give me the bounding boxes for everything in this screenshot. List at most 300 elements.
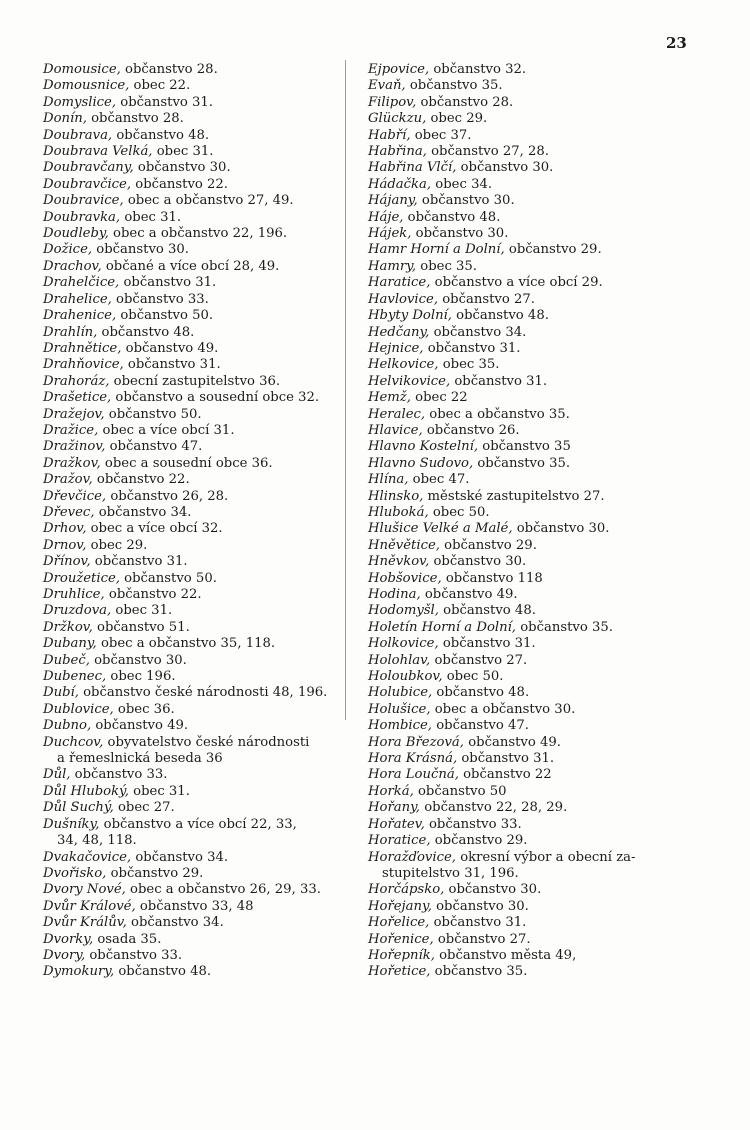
entry-place-name: Doudleby,	[43, 226, 109, 242]
entry-place-name: Hájany,	[368, 193, 418, 209]
entry-details: občanstvo 47.	[432, 718, 529, 734]
entry-place-name: Dřínov,	[43, 554, 91, 570]
entry-details: obec 50.	[428, 504, 490, 520]
page-number: 23	[666, 34, 687, 52]
index-entry	[43, 275, 348, 291]
entry-details: občanstvo 49.	[121, 340, 219, 356]
entry-details: občanstvo 30.	[92, 242, 189, 258]
index-entry	[368, 407, 698, 423]
entry-details: obec 35.	[438, 357, 500, 373]
entry-details: obec 31.	[120, 209, 182, 225]
entry-details: občanstvo a sousední obce 32.	[111, 390, 320, 406]
entry-details: občanstvo 34.	[94, 504, 192, 520]
entry-place-name: Doubrava Velká,	[43, 144, 153, 160]
entry-place-name: Dubeč,	[43, 652, 90, 668]
entry-place-name: Holoubkov,	[368, 669, 443, 685]
entry-place-name: Hamr Horní a Dolní,	[368, 242, 505, 258]
entry-place-name: Heralec,	[368, 406, 426, 422]
index-entry	[368, 538, 698, 554]
entry-place-name: Drnov,	[43, 537, 87, 553]
index-entry	[368, 128, 698, 144]
index-entry	[43, 964, 348, 980]
index-entry	[368, 882, 698, 898]
entry-details: občanstvo 22.	[92, 472, 190, 488]
entry-details: občanstvo 30.	[512, 521, 610, 537]
entry-place-name: Dvůr Králův,	[43, 915, 127, 931]
entry-place-name: Dubenec,	[43, 669, 107, 685]
entry-place-name: Donín,	[43, 111, 87, 127]
index-entry	[368, 292, 698, 308]
entry-details: občanstvo 26, 28.	[106, 488, 229, 504]
entry-place-name: Hora Loučná,	[368, 767, 459, 783]
entry-place-name: Dvorky,	[43, 931, 94, 947]
entry-place-name: Hněvkov,	[368, 554, 430, 570]
entry-details: občanstvo 32.	[429, 62, 527, 77]
entry-place-name: Dřevčice,	[43, 488, 107, 504]
entry-details: občanstvo 33, 48	[135, 898, 254, 914]
entry-details: občanstvo města 49,	[434, 947, 577, 963]
entry-details: občanstvo 31.	[457, 751, 555, 767]
index-entry	[43, 653, 348, 669]
entry-place-name: Hořejany,	[368, 898, 432, 914]
index-entry	[368, 620, 698, 636]
entry-place-name: Doubravčice,	[43, 176, 132, 192]
entry-details: obec 29.	[426, 111, 488, 127]
entry-details: občanstvo 33.	[85, 947, 183, 963]
entry-details: občanstvo 48.	[403, 209, 501, 225]
index-entry	[43, 160, 348, 176]
entry-place-name: Hlinsko,	[368, 488, 424, 504]
entry-place-name: Havlovice,	[368, 291, 439, 307]
index-entry	[43, 915, 348, 931]
entry-details: obec a občanstvo 26, 29, 33.	[125, 882, 321, 898]
entry-continuation: a řemeslnická beseda 36	[57, 751, 223, 767]
entry-details: občanstvo 35	[478, 439, 571, 455]
entry-details: občané a více obcí 28, 49.	[101, 258, 280, 274]
entry-place-name: Ejpovice,	[368, 62, 430, 77]
index-entry	[368, 718, 698, 734]
entry-place-name: Dušníky,	[43, 816, 100, 832]
index-entry	[43, 407, 348, 423]
entry-place-name: Hořetice,	[368, 964, 431, 980]
entry-details: obec 37.	[410, 127, 472, 143]
entry-details: obec a občanstvo 35.	[425, 406, 570, 422]
index-entry	[368, 669, 698, 685]
index-entry	[368, 456, 698, 472]
entry-place-name: Drašetice,	[43, 390, 112, 406]
index-entry	[368, 603, 698, 619]
entry-details: obyvatelstvo české národnosti	[103, 734, 310, 750]
entry-details: občanstvo 48.	[112, 127, 210, 143]
entry-place-name: Hlušice Velké a Malé,	[368, 521, 513, 537]
index-entry	[368, 767, 698, 783]
entry-place-name: Drahelice,	[43, 291, 112, 307]
right-index-column	[368, 62, 698, 981]
index-entry	[43, 95, 348, 111]
entry-place-name: Drachov,	[43, 258, 102, 274]
entry-place-name: Helvikovice,	[368, 373, 451, 389]
entry-details: občanstvo 48.	[438, 603, 536, 619]
entry-details: osada 35.	[93, 931, 162, 947]
index-entry	[43, 702, 348, 718]
entry-details: občanstvo 50	[413, 783, 507, 799]
entry-details: občanstvo 29.	[439, 537, 537, 553]
entry-place-name: Holubice,	[368, 685, 433, 701]
entry-place-name: Dymokury,	[43, 964, 115, 980]
entry-continuation: 34, 48, 118.	[57, 833, 137, 849]
entry-place-name: Dvory,	[43, 947, 86, 963]
entry-details: obec 196.	[106, 669, 176, 685]
index-entry	[368, 521, 698, 537]
entry-details: občanstvo 30.	[133, 160, 231, 176]
entry-details: občanstvo 30.	[456, 160, 554, 176]
entry-place-name: Dražejov,	[43, 406, 105, 422]
entry-details: občanstvo 50.	[116, 308, 214, 324]
index-entry	[43, 554, 348, 570]
entry-details: občanstvo 49.	[420, 587, 518, 602]
entry-place-name: Hořelice,	[368, 915, 430, 931]
index-entry	[43, 850, 348, 866]
index-entry	[368, 932, 698, 948]
entry-place-name: Dubany,	[43, 636, 97, 652]
entry-details: občanstvo 27.	[430, 652, 528, 668]
entry-details: občanstvo 34.	[131, 849, 229, 865]
index-entry	[43, 718, 348, 734]
index-entry	[43, 111, 348, 127]
index-entry	[43, 685, 348, 701]
entry-place-name: Dublovice,	[43, 701, 114, 717]
entry-details: obec a občanstvo 30.	[430, 701, 576, 717]
index-entry	[43, 144, 348, 160]
entry-place-name: Holohlav,	[368, 652, 431, 668]
entry-details: obec 31.	[128, 783, 190, 799]
entry-place-name: Drahenice,	[43, 308, 117, 324]
entry-place-name: Doubrava,	[43, 127, 113, 143]
entry-place-name: Doubravčany,	[43, 160, 134, 176]
entry-place-name: Helkovice,	[368, 357, 439, 373]
entry-place-name: Holetín Horní a Dolní,	[368, 619, 516, 635]
index-entry	[368, 242, 698, 258]
entry-details: obec 27.	[113, 800, 175, 816]
entry-place-name: Drahnětice,	[43, 340, 122, 356]
entry-place-name: Důl Hluboký,	[43, 783, 129, 799]
entry-place-name: Hořepník,	[368, 947, 435, 963]
entry-details: městské zastupitelstvo 27.	[423, 488, 605, 504]
index-entry	[368, 850, 698, 883]
entry-details: občanstvo 50.	[119, 570, 217, 586]
entry-place-name: Doubravka,	[43, 209, 121, 225]
entry-place-name: Duchcov,	[43, 734, 104, 750]
index-entry	[368, 948, 698, 964]
entry-place-name: Habřina,	[368, 144, 427, 160]
entry-place-name: Hlavice,	[368, 422, 423, 438]
entry-place-name: Horažďovice,	[368, 849, 456, 865]
index-entry	[368, 784, 698, 800]
index-entry	[368, 653, 698, 669]
index-entry	[368, 489, 698, 505]
index-entry	[368, 341, 698, 357]
entry-place-name: Háje,	[368, 209, 404, 225]
index-entry	[43, 866, 348, 882]
index-entry	[368, 308, 698, 324]
index-entry	[43, 932, 348, 948]
entry-place-name: Filipov,	[368, 94, 417, 110]
entry-place-name: Hodina,	[368, 587, 421, 602]
entry-place-name: Důl Suchý,	[43, 800, 114, 816]
entry-place-name: Drahelčice,	[43, 275, 120, 291]
entry-place-name: Horká,	[368, 783, 414, 799]
entry-place-name: Evaň,	[368, 78, 406, 94]
entry-details: občanstvo 30.	[89, 652, 187, 668]
index-entry	[43, 767, 348, 783]
entry-place-name: Hlavno Sudovo,	[368, 455, 474, 471]
index-entry	[368, 111, 698, 127]
index-entry	[368, 685, 698, 701]
entry-place-name: Hádačka,	[368, 176, 432, 192]
entry-place-name: Hodomyšl,	[368, 603, 439, 619]
entry-place-name: Hejnice,	[368, 340, 424, 356]
entry-details: občanstvo 34.	[429, 324, 527, 340]
index-entry	[43, 636, 348, 652]
entry-place-name: Hluboká,	[368, 504, 429, 520]
entry-details: občanstvo 118	[441, 570, 543, 586]
entry-place-name: Hombice,	[368, 718, 432, 734]
index-entry	[368, 571, 698, 587]
index-entry	[43, 505, 348, 521]
entry-details: obec 31.	[152, 144, 214, 160]
entry-details: občanstvo 48.	[97, 324, 195, 340]
entry-place-name: Holušice,	[368, 701, 431, 717]
entry-details: občanstvo 50.	[104, 406, 202, 422]
entry-place-name: Hněvětice,	[368, 537, 440, 553]
entry-details: občanstvo 31.	[90, 554, 188, 570]
index-entry	[43, 784, 348, 800]
index-entry	[368, 374, 698, 390]
entry-details: občanstvo 47.	[105, 439, 203, 455]
entry-details: občanstvo 30.	[417, 193, 515, 209]
entry-place-name: Droužetice,	[43, 570, 120, 586]
entry-place-name: Druhlice,	[43, 587, 105, 602]
entry-details: občanstvo 49.	[464, 734, 561, 750]
index-entry	[368, 472, 698, 488]
index-entry	[368, 817, 698, 833]
entry-place-name: Drahňovice,	[43, 357, 124, 373]
index-entry	[368, 899, 698, 915]
index-entry	[368, 210, 698, 226]
entry-place-name: Hobšovice,	[368, 570, 442, 586]
entry-place-name: Dražov,	[43, 472, 93, 488]
entry-place-name: Dubí,	[43, 685, 79, 701]
index-entry	[43, 374, 348, 390]
entry-place-name: Dvakačovice,	[43, 849, 132, 865]
entry-place-name: Horatice,	[368, 833, 431, 849]
entry-details: občanstvo 31.	[116, 94, 213, 110]
index-entry	[368, 62, 698, 78]
index-entry	[368, 702, 698, 718]
index-entry	[43, 489, 348, 505]
entry-place-name: Důl,	[43, 767, 71, 783]
entry-details: občanstvo 27.	[438, 291, 535, 307]
entry-details: občanstvo 22	[458, 767, 552, 783]
entry-details: občanstvo 48.	[114, 964, 212, 980]
entry-details: obec 22	[410, 390, 468, 406]
index-entry	[43, 390, 348, 406]
entry-place-name: Hájek,	[368, 226, 412, 242]
entry-place-name: Hbyty Dolní,	[368, 308, 452, 324]
entry-details: občanstvo 33.	[424, 816, 522, 832]
entry-place-name: Dvořisko,	[43, 865, 107, 881]
entry-details: občanstvo 48.	[432, 685, 530, 701]
entry-place-name: Domyslice,	[43, 94, 117, 110]
entry-place-name: Holkovice,	[368, 636, 439, 652]
index-entry	[43, 242, 348, 258]
entry-place-name: Horčápsko,	[368, 882, 445, 898]
entry-place-name: Glückzu,	[368, 111, 427, 127]
index-entry	[43, 177, 348, 193]
index-entry	[368, 554, 698, 570]
entry-details: obec 47.	[408, 472, 470, 488]
index-entry	[43, 308, 348, 324]
entry-details: občanstvo 33.	[111, 291, 209, 307]
entry-place-name: Haratice,	[368, 275, 431, 291]
entry-details: obec a sousední obce 36.	[100, 455, 273, 471]
index-entry	[368, 357, 698, 373]
entry-details: občanstvo 28.	[86, 111, 184, 127]
index-entry	[368, 78, 698, 94]
entry-details: občanstvo 35.	[473, 455, 571, 471]
index-entry	[43, 128, 348, 144]
entry-place-name: Doubravice,	[43, 193, 124, 209]
entry-details: okresní výbor a obecní za-	[456, 849, 636, 865]
index-entry	[43, 620, 348, 636]
index-entry	[368, 259, 698, 275]
index-entry	[43, 571, 348, 587]
index-entry	[43, 472, 348, 488]
entry-place-name: Dřevec,	[43, 504, 95, 520]
entry-details: občanstvo 30.	[431, 898, 529, 914]
index-entry	[43, 456, 348, 472]
entry-place-name: Dražice,	[43, 422, 99, 438]
index-entry	[368, 193, 698, 209]
entry-details: občanstvo 29.	[504, 242, 602, 258]
entry-details: občanstvo 29.	[106, 865, 204, 881]
entry-details: obec 35.	[416, 258, 477, 274]
index-entry	[368, 390, 698, 406]
entry-place-name: Domousnice,	[43, 78, 130, 94]
entry-details: obec a více obcí 31.	[98, 422, 235, 438]
entry-details: obec 50.	[442, 669, 504, 685]
index-entry	[368, 833, 698, 849]
index-entry	[368, 964, 698, 980]
entry-details: obec a občanstvo 22, 196.	[108, 226, 288, 242]
index-entry	[43, 817, 348, 850]
index-entry	[43, 899, 348, 915]
entry-place-name: Dražkov,	[43, 455, 101, 471]
index-entry	[43, 259, 348, 275]
entry-details: občanstvo 34.	[126, 915, 224, 931]
index-entry	[368, 177, 698, 193]
index-entry	[43, 800, 348, 816]
entry-details: občanstvo 31.	[438, 636, 536, 652]
entry-place-name: Dvory Nové,	[43, 882, 126, 898]
index-entry	[368, 751, 698, 767]
entry-details: občanstvo 31.	[450, 373, 548, 389]
index-entry	[43, 210, 348, 226]
entry-details: občanstvo 30.	[444, 882, 542, 898]
entry-place-name: Habřina Vlčí,	[368, 160, 457, 176]
entry-place-name: Hlína,	[368, 472, 409, 488]
entry-details: obec a více obcí 32.	[86, 521, 223, 537]
entry-place-name: Hemž,	[368, 390, 411, 406]
entry-details: občanstvo 35.	[430, 964, 528, 980]
index-entry	[368, 915, 698, 931]
index-entry	[43, 669, 348, 685]
index-entry	[43, 603, 348, 619]
index-entry	[43, 439, 348, 455]
index-entry	[43, 193, 348, 209]
index-entry	[43, 521, 348, 537]
entry-details: občanstvo 48.	[451, 308, 549, 324]
index-entry	[43, 226, 348, 242]
entry-details: občanstvo 33.	[70, 767, 168, 783]
entry-details: obec 22.	[129, 78, 191, 94]
index-entry	[368, 160, 698, 176]
entry-details: občanstvo 31.	[119, 275, 217, 291]
entry-place-name: Držkov,	[43, 619, 93, 635]
index-entry	[43, 587, 348, 603]
index-entry	[368, 325, 698, 341]
index-entry	[368, 735, 698, 751]
entry-details: občanstvo 28.	[120, 62, 218, 77]
entry-details: obec a občanstvo 35, 118.	[96, 636, 276, 652]
entry-place-name: Hořatev,	[368, 816, 425, 832]
entry-details: obec a občanstvo 27, 49.	[123, 193, 294, 209]
index-entry	[43, 292, 348, 308]
column-divider	[345, 60, 346, 720]
entry-place-name: Druzdova,	[43, 603, 112, 619]
entry-details: občanstvo 30.	[411, 226, 509, 242]
index-entry	[368, 636, 698, 652]
index-entry	[43, 735, 348, 768]
entry-place-name: Hedčany,	[368, 324, 430, 340]
entry-details: občanstvo 28.	[416, 94, 514, 110]
entry-place-name: Dubno,	[43, 718, 92, 734]
entry-details: občanstvo 30.	[429, 554, 527, 570]
index-entry	[43, 341, 348, 357]
index-entry	[368, 439, 698, 455]
entry-place-name: Drahoráz,	[43, 373, 110, 389]
index-entry	[43, 78, 348, 94]
index-entry	[368, 226, 698, 242]
entry-details: obecní zastupitelstvo 36.	[109, 373, 281, 389]
entry-details: občanstvo 35.	[516, 619, 613, 635]
entry-details: občanstvo 51.	[92, 619, 190, 635]
entry-place-name: Dožice,	[43, 242, 93, 258]
index-entry	[43, 948, 348, 964]
index-entry	[43, 882, 348, 898]
index-entry	[43, 357, 348, 373]
entry-details: občanstvo 31.	[429, 915, 527, 931]
entry-details: občanstvo 31.	[423, 340, 521, 356]
entry-details: občanstvo 27.	[433, 931, 531, 947]
entry-place-name: Hořany,	[368, 800, 420, 816]
entry-details: občanstvo 26.	[422, 422, 520, 438]
index-entry	[368, 275, 698, 291]
entry-place-name: Hlavno Kostelní,	[368, 439, 479, 455]
entry-details: občanstvo a více obcí 22, 33,	[99, 816, 297, 832]
entry-place-name: Dražinov,	[43, 439, 106, 455]
index-entry	[368, 423, 698, 439]
